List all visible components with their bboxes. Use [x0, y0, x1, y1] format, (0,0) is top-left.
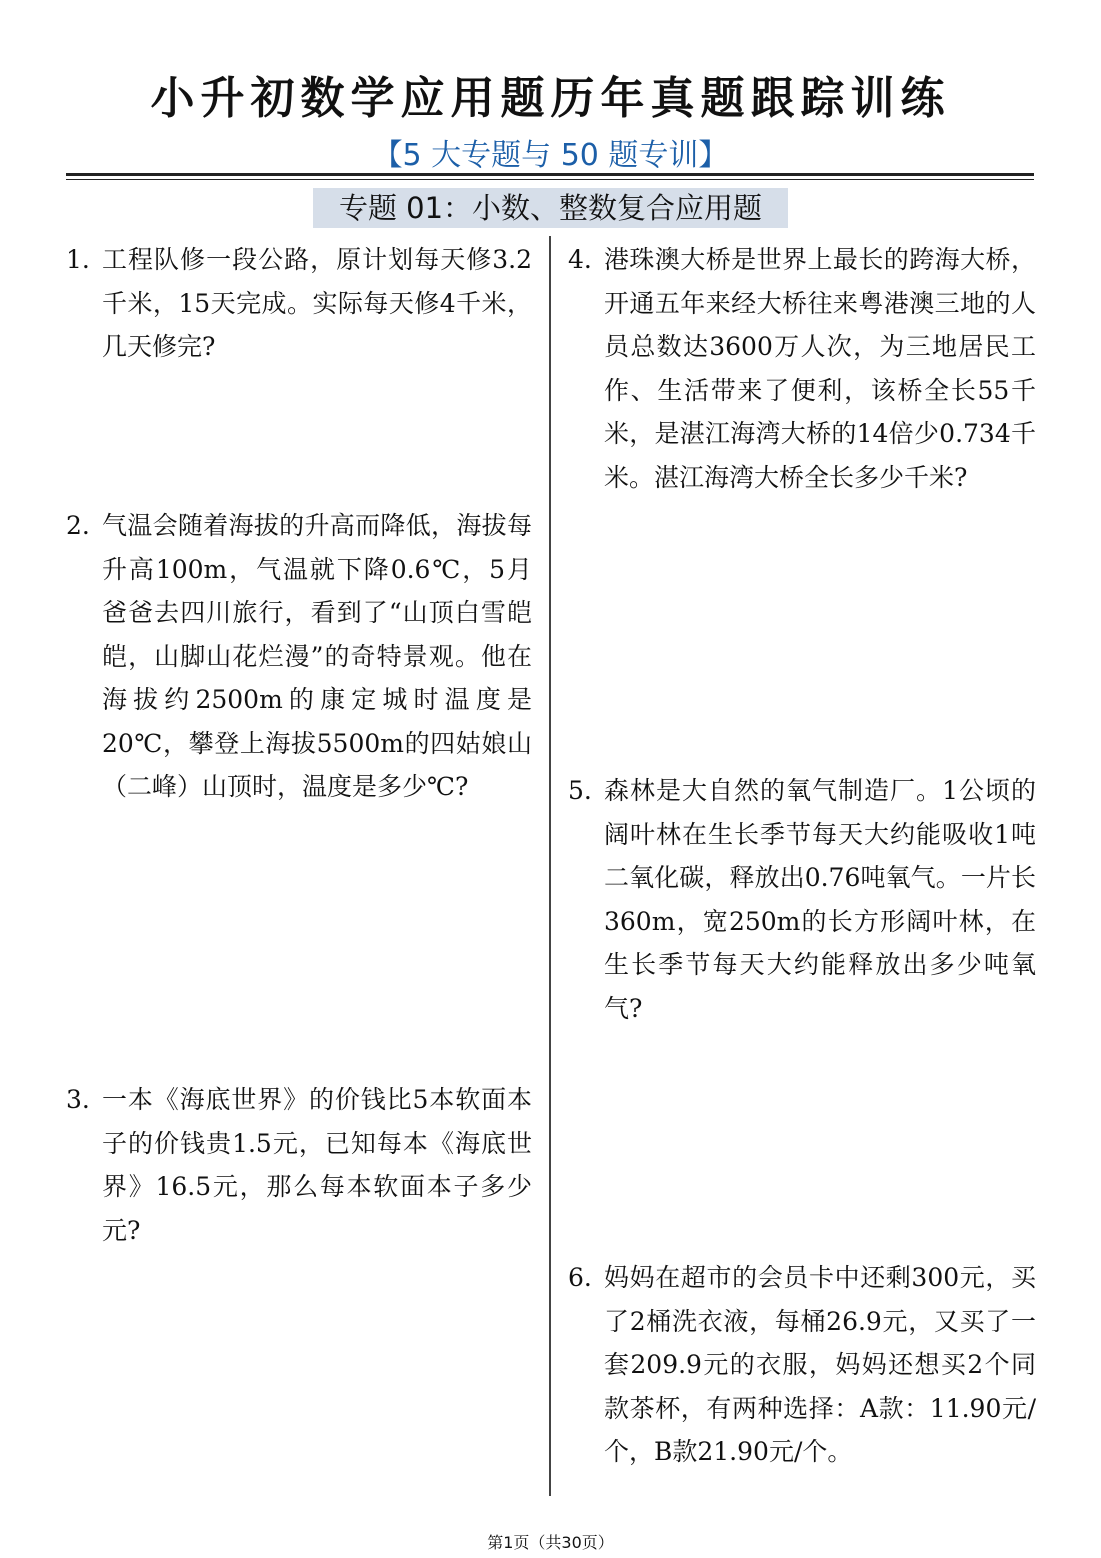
document-title: 小升初数学应用题历年真题跟踪训练	[150, 73, 951, 124]
question-6	[568, 1256, 1036, 1474]
question-4	[568, 238, 1036, 499]
question-3	[66, 1078, 532, 1252]
question-text: 一本《海底世界》的价钱比5本软面本子的价钱贵1.5元，已知每本《海底世界》16.5元，那么每本软面本子多少元?	[102, 1085, 532, 1245]
column-divider	[549, 236, 551, 1496]
section-heading: 专题 01：小数、整数复合应用题	[313, 188, 788, 228]
question-text: 妈妈在超市的会员卡中还剩300元，买了2桶洗衣液，每桶26.9元，又买了一套209.9元的衣服，妈妈还想买2个同款茶杯，有两种选择：A款：11.90元/个，B款21.90元/个。	[604, 1263, 1036, 1466]
question-number: 1.	[66, 245, 90, 274]
page-number: 第1页（共30页）	[487, 1533, 614, 1552]
question-number: 6.	[568, 1263, 592, 1292]
question-text: 气温会随着海拔的升高而降低，海拔每升高100m，气温就下降0.6℃，5月爸爸去四川旅行，看到了“山顶白雪皑皑，山脚山花烂漫”的奇特景观。他在海拔约2500m的康定城时温度是20℃，攀登上海拔5500m的四姑娘山（二峰）山顶时，温度是多少℃?	[102, 511, 532, 801]
question-2	[66, 504, 532, 809]
question-text: 森林是大自然的氧气制造厂。1公顷的阔叶林在生长季节每天大约能吸收1吨二氧化碳，释放出0.76吨氧气。一片长360m，宽250m的长方形阔叶林，在生长季节每天大约能释放出多少吨氧气?	[604, 776, 1036, 1023]
question-text: 港珠澳大桥是世界上最长的跨海大桥，开通五年来经大桥往来粤港澳三地的人员总数达3600万人次，为三地居民工作、生活带来了便利，该桥全长55千米，是湛江海湾大桥的14倍少0.734千米。湛江海湾大桥全长多少千米?	[604, 245, 1036, 492]
question-number: 5.	[568, 776, 592, 805]
question-text: 工程队修一段公路，原计划每天修3.2千米，15天完成。实际每天修4千米，几天修完?	[102, 245, 532, 361]
question-1	[66, 238, 532, 369]
question-number: 3.	[66, 1085, 90, 1114]
question-5	[568, 769, 1036, 1030]
header-rule-thin	[66, 179, 1034, 180]
document-subtitle: 【5 大专题与 50 题专训】	[372, 138, 729, 173]
header-rule	[66, 173, 1034, 176]
question-number: 2.	[66, 511, 90, 540]
question-number: 4.	[568, 245, 592, 274]
